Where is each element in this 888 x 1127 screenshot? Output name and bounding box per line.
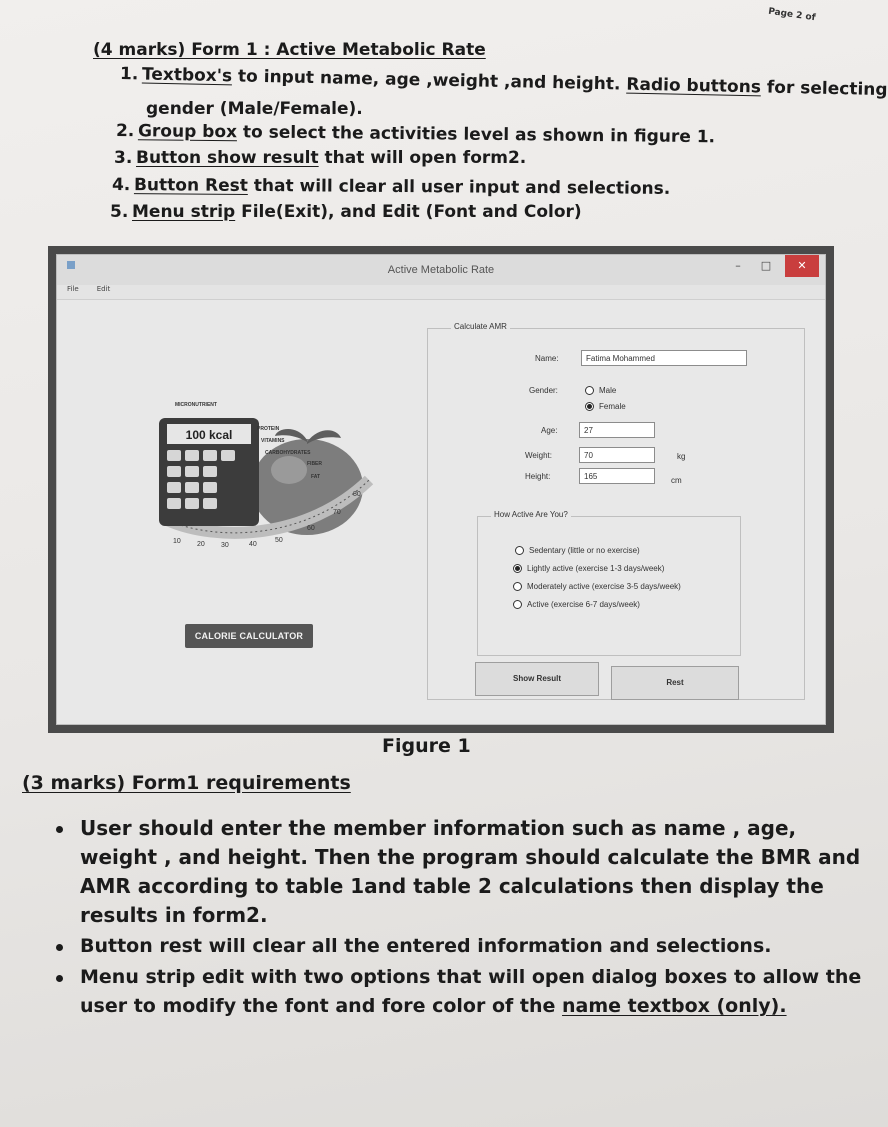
gender-male-radio[interactable]: Male: [585, 386, 616, 395]
height-unit: cm: [671, 476, 682, 485]
micronutrient-label: MICRONUTRIENT: [175, 402, 217, 408]
radio-indicator: [513, 600, 522, 609]
maximize-icon[interactable]: □: [760, 259, 772, 272]
label-fiber: FIBER: [307, 461, 322, 467]
label-vitamins: VITAMINS: [261, 438, 285, 444]
figure-caption: Figure 1: [382, 735, 471, 757]
scale-70: 70: [333, 509, 341, 516]
weight-label: Weight:: [525, 451, 552, 460]
activity-lightly-radio[interactable]: Lightly active (exercise 1-3 days/week): [513, 564, 664, 573]
requirement-4: 4. Button Rest that will clear all user input and selections.: [111, 175, 671, 199]
menu-file[interactable]: File: [67, 285, 79, 293]
section1-heading-text: (4 marks) Form 1 : Active Metabolic Rate: [93, 40, 486, 60]
kcal-display: 100 kcal: [185, 428, 233, 442]
close-icon[interactable]: ✕: [785, 255, 819, 277]
window-title: Active Metabolic Rate: [387, 264, 495, 276]
form-client-area: [57, 299, 825, 724]
age-input[interactable]: 27: [579, 422, 655, 438]
requirement-5: 5. Menu strip File(Exit), and Edit (Font and Color): [110, 202, 582, 222]
radio-female-indicator: [585, 402, 594, 411]
scale-20: 20: [197, 541, 205, 548]
activity-title: How Active Are You?: [491, 510, 571, 519]
requirement-bullet: User should enter the member information such as name , age, weight , and height. Then the program should calculate the BMR and AMR according to table 1and table 2 calculations then display the results in form2.: [48, 814, 878, 930]
title-bar: [57, 255, 825, 285]
menu-strip: [57, 285, 825, 299]
name-label: Name:: [535, 354, 559, 363]
scale-60: 60: [307, 525, 315, 532]
label-carbohydrates: CARBOHYDRATES: [265, 450, 311, 456]
radio-male-indicator: [585, 386, 594, 395]
menu-edit[interactable]: Edit: [96, 285, 111, 293]
weight-unit: kg: [677, 452, 686, 461]
scale-30: 30: [221, 542, 229, 549]
calorie-calculator-illustration: [157, 362, 377, 552]
age-label: Age:: [541, 426, 558, 435]
requirement-bullet: Menu strip edit with two options that will open dialog boxes to allow the user to modify the font and fore color of the name textbox (only).: [48, 963, 878, 1021]
scale-80: 80: [353, 491, 361, 498]
minimize-icon[interactable]: –: [735, 259, 741, 272]
radio-indicator: [513, 564, 522, 573]
gender-female-radio[interactable]: Female: [585, 402, 626, 411]
name-input[interactable]: Fatima Mohammed: [581, 350, 747, 366]
height-label: Height:: [525, 472, 551, 481]
section2-heading: (3 marks) Form1 requirements: [22, 772, 351, 794]
scale-40: 40: [249, 541, 257, 548]
scale-10: 10: [173, 538, 181, 545]
radio-indicator: [515, 546, 524, 555]
calculate-amr-title: Calculate AMR: [451, 322, 510, 331]
show-result-button[interactable]: Show Result: [475, 662, 599, 696]
requirements-list: [48, 814, 878, 1021]
height-input[interactable]: 165: [579, 468, 655, 484]
activity-moderately-radio[interactable]: Moderately active (exercise 3-5 days/week): [513, 582, 681, 591]
weight-input[interactable]: 70: [579, 447, 655, 463]
page-number: Page 2 of: [767, 6, 817, 24]
gender-label: Gender:: [529, 386, 558, 395]
form-screenshot: [48, 246, 834, 733]
activity-active-radio[interactable]: Active (exercise 6-7 days/week): [513, 600, 640, 609]
requirement-2: 2. Group box to select the activities level as shown in figure 1.: [115, 121, 716, 148]
activity-sedentary-radio[interactable]: Sedentary (little or no exercise): [515, 546, 640, 555]
calorie-calculator-badge: CALORIE CALCULATOR: [185, 624, 313, 648]
label-fat: FAT: [311, 474, 321, 480]
radio-indicator: [513, 582, 522, 591]
requirement-1: 1. Textbox's to input name, age ,weight ,and height. Radio buttons for selecting: [119, 64, 888, 101]
reset-button[interactable]: Rest: [611, 666, 739, 700]
requirement-bullet: Button rest will clear all the entered information and selections.: [48, 932, 878, 961]
requirement-3: 3. Button show result that will open form2.: [114, 148, 527, 168]
app-window: [56, 254, 826, 725]
requirement-1-cont: gender (Male/Female).: [146, 99, 363, 119]
scale-50: 50: [275, 537, 283, 544]
section1-heading: [93, 40, 486, 60]
label-protein: PROTEIN: [257, 426, 280, 432]
